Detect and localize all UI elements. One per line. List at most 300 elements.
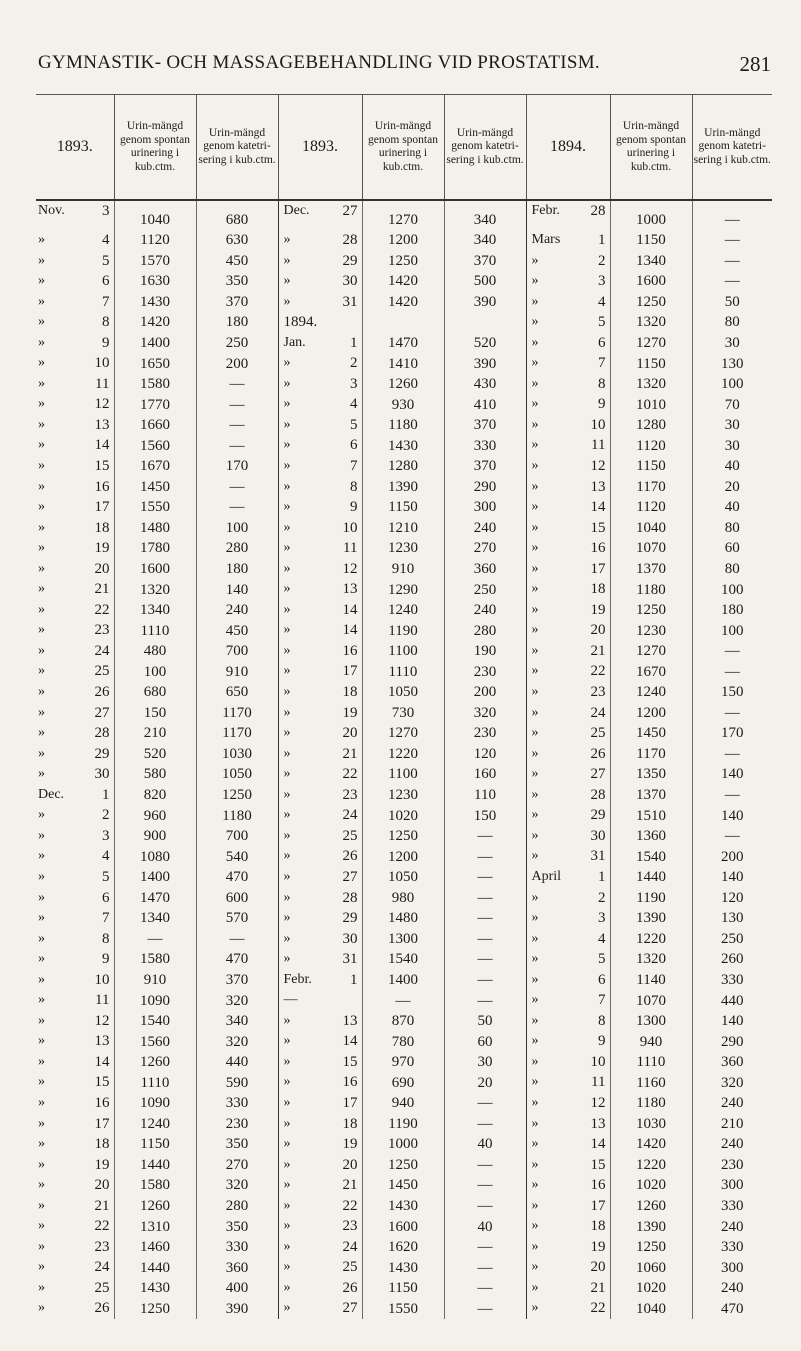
spontaneous-volume-cell: 1540 <box>610 846 692 867</box>
day-label: 5 <box>102 252 110 269</box>
day-label: 17 <box>94 499 110 516</box>
date-cell <box>36 1278 114 1299</box>
date-cell <box>278 1114 362 1135</box>
spontaneous-volume-cell: 1170 <box>610 744 692 765</box>
day-label: 10 <box>590 416 606 433</box>
catheter-volume-cell: 200 <box>444 682 526 703</box>
date-cell <box>36 1298 114 1319</box>
spontaneous-volume-cell: 1150 <box>114 1134 196 1155</box>
date-cell <box>526 333 610 354</box>
date-cell <box>278 251 362 272</box>
date-cell <box>278 559 362 580</box>
catheter-volume-cell: — <box>196 374 278 395</box>
table-row <box>36 1011 772 1032</box>
catheter-volume-cell: 80 <box>692 312 772 333</box>
date-cell <box>278 723 362 744</box>
date-cell <box>278 518 362 539</box>
month-label: » <box>38 334 45 350</box>
catheter-volume-cell: 450 <box>196 620 278 641</box>
month-label: » <box>283 704 291 720</box>
day-label: 8 <box>102 930 110 947</box>
month-label: » <box>38 1300 45 1316</box>
catheter-volume-cell: 290 <box>692 1031 772 1052</box>
catheter-volume-cell: — <box>196 477 278 498</box>
catheter-volume-cell: 270 <box>196 1155 278 1176</box>
date-cell <box>278 200 362 230</box>
spontaneous-volume-cell: 1430 <box>362 435 444 456</box>
date-cell <box>278 744 362 765</box>
day-label: 3 <box>102 203 110 219</box>
catheter-volume-cell: 80 <box>692 518 772 539</box>
day-label: 25 <box>94 1279 110 1296</box>
date-cell <box>278 682 362 703</box>
catheter-volume-cell: 30 <box>692 415 772 436</box>
date-cell <box>526 785 610 806</box>
day-label: 5 <box>350 416 358 433</box>
day-label: 15 <box>94 458 110 475</box>
catheter-volume-cell: 120 <box>444 744 526 765</box>
catheter-volume-cell: 200 <box>196 353 278 374</box>
spontaneous-volume-cell: — <box>362 990 444 1011</box>
month-label: » <box>283 601 291 617</box>
date-cell <box>278 374 362 395</box>
catheter-volume-cell: 190 <box>444 641 526 662</box>
day-label: 19 <box>590 601 606 618</box>
spontaneous-volume-cell: 1110 <box>114 1072 196 1093</box>
date-cell <box>526 292 610 313</box>
month-label: » <box>531 930 539 946</box>
date-cell <box>278 600 362 621</box>
day-label: 20 <box>94 560 110 577</box>
table-row <box>36 1237 772 1258</box>
month-label: » <box>283 848 291 864</box>
month-label: » <box>38 745 45 761</box>
catheter-volume-cell: — <box>692 271 772 292</box>
month-label: » <box>38 930 45 946</box>
catheter-volume-cell: — <box>444 929 526 950</box>
day-label: 20 <box>94 1177 110 1194</box>
spontaneous-volume-cell: 960 <box>114 805 196 826</box>
spontaneous-volume-cell: 900 <box>114 826 196 847</box>
date-cell <box>278 929 362 950</box>
month-label: » <box>531 540 539 556</box>
day-label: 26 <box>94 684 110 701</box>
catheter-volume-cell: 1050 <box>196 764 278 785</box>
catheter-volume-cell: 240 <box>196 600 278 621</box>
catheter-volume-cell: 370 <box>444 415 526 436</box>
date-cell <box>278 970 362 991</box>
day-label: 26 <box>94 1300 110 1317</box>
day-label: 26 <box>342 1279 358 1296</box>
table-row <box>36 559 772 580</box>
spontaneous-volume-cell: 1340 <box>114 908 196 929</box>
month-label: » <box>531 745 539 761</box>
date-cell <box>36 1052 114 1073</box>
date-cell <box>526 415 610 436</box>
catheter-volume-cell: 440 <box>692 990 772 1011</box>
catheter-volume-cell: 140 <box>692 867 772 888</box>
day-label: 18 <box>590 1218 606 1235</box>
day-label: 22 <box>590 1300 606 1317</box>
month-label: » <box>531 375 539 391</box>
date-cell <box>526 559 610 580</box>
month-label: » <box>283 1197 291 1213</box>
month-label: » <box>531 1279 539 1295</box>
table-row <box>36 312 772 333</box>
date-cell <box>36 600 114 621</box>
date-cell <box>278 1257 362 1278</box>
day-label: 4 <box>350 396 358 413</box>
date-cell <box>526 846 610 867</box>
day-label: 20 <box>590 1259 606 1276</box>
spontaneous-volume-cell: 1260 <box>362 374 444 395</box>
month-label: » <box>38 232 45 247</box>
date-cell <box>278 1093 362 1114</box>
date-cell <box>278 846 362 867</box>
spontaneous-volume-cell: 1410 <box>362 353 444 374</box>
catheter-volume-cell: 180 <box>196 312 278 333</box>
catheter-volume-cell: 280 <box>196 1196 278 1217</box>
day-label: 7 <box>350 458 358 475</box>
month-label: » <box>531 458 539 474</box>
catheter-volume-cell: 80 <box>692 559 772 580</box>
month-label: » <box>531 355 539 371</box>
date-cell <box>278 312 362 333</box>
day-label: 26 <box>342 848 358 865</box>
day-label: 12 <box>590 1094 606 1111</box>
day-label: 9 <box>350 499 358 516</box>
month-label: » <box>531 1300 539 1316</box>
catheter-volume-cell: 520 <box>444 333 526 354</box>
date-cell <box>526 1052 610 1073</box>
spontaneous-volume-cell: 1430 <box>114 292 196 313</box>
month-label: » <box>531 437 539 453</box>
catheter-volume-cell: 110 <box>444 785 526 806</box>
catheter-volume-cell: — <box>692 641 772 662</box>
table-row <box>36 394 772 415</box>
catheter-volume-cell: 230 <box>196 1114 278 1135</box>
spontaneous-volume-cell: 520 <box>114 744 196 765</box>
header-spontaneous-3: Urin-mängd genom spontan urinering i kub.ctm. <box>610 95 692 201</box>
spontaneous-volume-cell: 1370 <box>610 785 692 806</box>
spontaneous-volume-cell: 970 <box>362 1052 444 1073</box>
spontaneous-volume-cell: 1420 <box>610 1134 692 1155</box>
spontaneous-volume-cell: 1780 <box>114 538 196 559</box>
catheter-volume-cell: 280 <box>444 620 526 641</box>
month-label: » <box>283 1053 291 1069</box>
month-label: » <box>283 375 291 391</box>
table-row <box>36 200 772 230</box>
table-row <box>36 867 772 888</box>
spontaneous-volume-cell: 1320 <box>610 949 692 970</box>
catheter-volume-cell: 440 <box>196 1052 278 1073</box>
table-row <box>36 271 772 292</box>
month-label: » <box>531 252 539 268</box>
date-cell <box>36 312 114 333</box>
catheter-volume-cell: 200 <box>692 846 772 867</box>
day-label: 22 <box>94 601 110 618</box>
date-cell <box>278 579 362 600</box>
table-row <box>36 826 772 847</box>
catheter-volume-cell: 100 <box>692 374 772 395</box>
day-label: 24 <box>94 1259 110 1276</box>
date-cell <box>36 888 114 909</box>
catheter-volume-cell: — <box>444 1298 526 1319</box>
spontaneous-volume-cell: 1250 <box>362 1155 444 1176</box>
day-label: 22 <box>590 663 606 680</box>
date-cell <box>526 970 610 991</box>
month-label: » <box>283 1218 291 1234</box>
spontaneous-volume-cell: 1450 <box>362 1175 444 1196</box>
day-label: 22 <box>342 1197 358 1214</box>
spontaneous-volume-cell: 1370 <box>610 559 692 580</box>
table-row <box>36 805 772 826</box>
day-label: 17 <box>590 560 606 577</box>
date-cell <box>36 826 114 847</box>
spontaneous-volume-cell: 210 <box>114 723 196 744</box>
spontaneous-volume-cell: 1420 <box>114 312 196 333</box>
month-label: » <box>283 478 291 494</box>
day-label: 16 <box>590 540 606 557</box>
date-cell <box>526 908 610 929</box>
day-label: 3 <box>350 375 358 392</box>
table-row <box>36 1052 772 1073</box>
day-label: 12 <box>590 458 606 475</box>
date-cell <box>526 867 610 888</box>
month-label: » <box>283 622 291 638</box>
date-cell <box>526 1278 610 1299</box>
catheter-volume-cell: 910 <box>196 661 278 682</box>
date-cell <box>526 394 610 415</box>
spontaneous-volume-cell: 1200 <box>362 846 444 867</box>
month-label: » <box>283 807 291 823</box>
day-label: 14 <box>342 622 358 639</box>
day-label: 27 <box>342 203 358 219</box>
catheter-volume-cell: 100 <box>692 620 772 641</box>
spontaneous-volume-cell: 1220 <box>610 1155 692 1176</box>
day-label: 24 <box>342 1238 358 1255</box>
day-label: 13 <box>94 416 110 433</box>
table-row <box>36 292 772 313</box>
date-cell <box>526 990 610 1011</box>
day-label: 30 <box>342 930 358 947</box>
day-label: 14 <box>94 437 110 454</box>
date-cell <box>278 292 362 313</box>
month-label: » <box>283 293 291 309</box>
month-label: » <box>283 581 291 597</box>
catheter-volume-cell: 1170 <box>196 703 278 724</box>
running-head <box>0 52 801 82</box>
spontaneous-volume-cell: 1070 <box>610 990 692 1011</box>
month-label: » <box>38 560 45 576</box>
month-label: » <box>38 519 45 535</box>
month-label: » <box>531 642 539 658</box>
day-label: 10 <box>94 971 110 988</box>
month-label: » <box>531 807 539 823</box>
spontaneous-volume-cell: 1440 <box>610 867 692 888</box>
day-label: 27 <box>342 868 358 885</box>
table-row <box>36 374 772 395</box>
month-label: » <box>38 827 45 843</box>
day-label: 24 <box>342 807 358 824</box>
date-cell <box>36 867 114 888</box>
date-cell <box>36 333 114 354</box>
month-label: » <box>38 416 45 432</box>
day-label: 5 <box>102 868 110 885</box>
month-label: » <box>531 396 539 412</box>
month-label: » <box>531 1238 539 1254</box>
spontaneous-volume-cell: 1180 <box>362 415 444 436</box>
date-cell <box>278 620 362 641</box>
spontaneous-volume-cell: 1000 <box>610 200 692 230</box>
spontaneous-volume-cell: 1360 <box>610 826 692 847</box>
month-label: » <box>531 684 539 700</box>
day-label: 14 <box>94 1053 110 1070</box>
date-cell <box>278 1278 362 1299</box>
month-label: » <box>531 293 539 309</box>
date-cell <box>526 1072 610 1093</box>
date-cell <box>526 641 610 662</box>
spontaneous-volume-cell: 1580 <box>114 374 196 395</box>
table-row <box>36 579 772 600</box>
spontaneous-volume-cell: 1270 <box>362 723 444 744</box>
spontaneous-volume-cell: 1260 <box>114 1196 196 1217</box>
day-label: 14 <box>342 1033 358 1050</box>
day-label: 25 <box>342 827 358 844</box>
catheter-volume-cell: 170 <box>196 456 278 477</box>
spontaneous-volume-cell: 1250 <box>610 292 692 313</box>
spontaneous-volume-cell: 1190 <box>610 888 692 909</box>
date-cell <box>526 435 610 456</box>
date-cell <box>526 620 610 641</box>
day-label: 6 <box>350 437 358 454</box>
table-row <box>36 1216 772 1237</box>
date-cell <box>36 1031 114 1052</box>
catheter-volume-cell: 340 <box>444 200 526 230</box>
spontaneous-volume-cell: 1120 <box>610 435 692 456</box>
spontaneous-volume-cell: 1300 <box>610 1011 692 1032</box>
spontaneous-volume-cell: 1010 <box>610 394 692 415</box>
day-label: 27 <box>590 766 606 783</box>
spontaneous-volume-cell: 690 <box>362 1072 444 1093</box>
catheter-volume-cell: 330 <box>196 1093 278 1114</box>
catheter-volume-cell: — <box>444 826 526 847</box>
date-cell <box>36 1155 114 1176</box>
page-title: GYMNASTIK- OCH MASSAGEBEHANDLING VID PROSTATISM. <box>38 52 600 73</box>
date-cell <box>36 1011 114 1032</box>
date-cell <box>526 1031 610 1052</box>
catheter-volume-cell: 330 <box>196 1237 278 1258</box>
month-label: » <box>38 375 45 391</box>
table-row <box>36 230 772 251</box>
catheter-volume-cell: — <box>692 200 772 230</box>
date-cell <box>526 1175 610 1196</box>
day-label: 18 <box>342 1115 358 1132</box>
spontaneous-volume-cell: 1280 <box>362 456 444 477</box>
catheter-volume-cell: 360 <box>196 1257 278 1278</box>
month-label: » <box>38 992 45 1008</box>
date-cell <box>36 538 114 559</box>
catheter-volume-cell: — <box>444 1237 526 1258</box>
spontaneous-volume-cell: 1030 <box>610 1114 692 1135</box>
date-cell <box>278 538 362 559</box>
spontaneous-volume-cell: 1090 <box>114 990 196 1011</box>
day-label: 29 <box>94 745 110 762</box>
day-label: 21 <box>94 581 110 598</box>
table-row <box>36 723 772 744</box>
spontaneous-volume-cell: 1230 <box>362 785 444 806</box>
day-label: 23 <box>94 622 110 639</box>
spontaneous-volume-cell: 1440 <box>114 1155 196 1176</box>
spontaneous-volume-cell: 1660 <box>114 415 196 436</box>
catheter-volume-cell: 340 <box>444 230 526 251</box>
catheter-volume-cell: — <box>444 1196 526 1217</box>
catheter-volume-cell: 230 <box>444 723 526 744</box>
month-label: » <box>531 581 539 597</box>
month-label: » <box>531 704 539 720</box>
day-label: 30 <box>342 273 358 290</box>
spontaneous-volume-cell: 1240 <box>610 682 692 703</box>
date-cell <box>36 497 114 518</box>
date-cell <box>526 1196 610 1217</box>
day-label: 25 <box>342 1259 358 1276</box>
date-cell <box>36 230 114 251</box>
date-cell <box>36 908 114 929</box>
month-label: » <box>283 663 291 679</box>
date-cell <box>526 1134 610 1155</box>
day-label: 24 <box>590 704 606 721</box>
day-label: 13 <box>590 478 606 495</box>
date-cell <box>526 374 610 395</box>
spontaneous-volume-cell: 1070 <box>610 538 692 559</box>
month-label: » <box>38 458 45 474</box>
spontaneous-volume-cell: 1180 <box>610 579 692 600</box>
month-label: » <box>531 827 539 843</box>
catheter-volume-cell: 330 <box>692 1237 772 1258</box>
day-label: 2 <box>350 355 358 372</box>
month-label: » <box>283 951 291 967</box>
spontaneous-volume-cell: 1450 <box>114 477 196 498</box>
day-label: 23 <box>94 1238 110 1255</box>
catheter-volume-cell: 320 <box>444 703 526 724</box>
date-cell <box>278 703 362 724</box>
spontaneous-volume-cell: 1020 <box>610 1175 692 1196</box>
day-label: 16 <box>342 1074 358 1091</box>
spontaneous-volume-cell: — <box>114 929 196 950</box>
day-label: 28 <box>590 203 606 219</box>
spontaneous-volume-cell: 1270 <box>362 200 444 230</box>
month-label: » <box>283 458 291 474</box>
date-cell <box>526 661 610 682</box>
spontaneous-volume-cell: 1020 <box>362 805 444 826</box>
date-cell <box>36 929 114 950</box>
spontaneous-volume-cell: 1150 <box>362 1278 444 1299</box>
spontaneous-volume-cell: 930 <box>362 394 444 415</box>
month-label: » <box>531 416 539 432</box>
spontaneous-volume-cell: 1340 <box>610 251 692 272</box>
spontaneous-volume-cell: 1420 <box>362 271 444 292</box>
month-label: » <box>531 663 539 679</box>
spontaneous-volume-cell: 730 <box>362 703 444 724</box>
date-cell <box>36 620 114 641</box>
date-cell <box>526 251 610 272</box>
date-cell <box>526 1093 610 1114</box>
spontaneous-volume-cell: 1250 <box>610 1237 692 1258</box>
date-cell <box>36 1196 114 1217</box>
spontaneous-volume-cell: 910 <box>114 970 196 991</box>
table-row <box>36 1155 772 1176</box>
date-cell <box>278 1052 362 1073</box>
